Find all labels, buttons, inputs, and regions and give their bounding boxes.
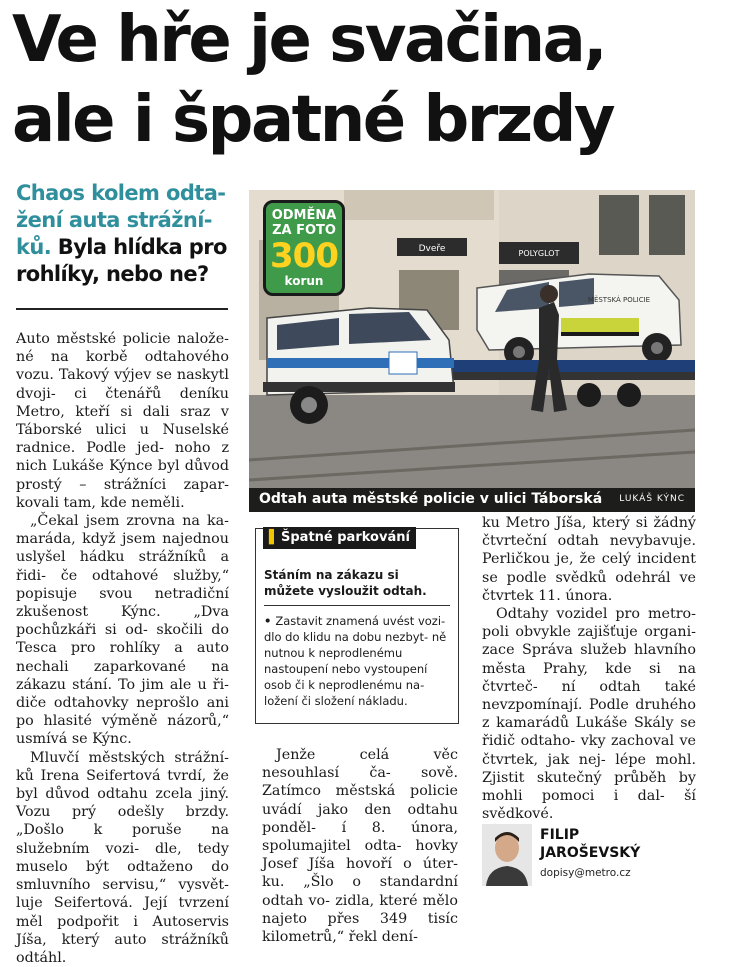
headline [12,0,724,160]
paragraph: Mluvčí městských strážní- ků Irena Seifertová tvrdí, že byl důvod odtahu zcela jiný. Vozu prý odešly brzdy. „Došlo k poruše na služebním vozi- dle, tedy muselo být odtaženo do smluvního servisu,“ vysvět- luje Seifertová. Její tvrzení měl podpořit i Autoservis Jíša, který auto strážníků odtáhl. [16,749,229,966]
photo-credit: LUKÁŠ KÝNC [619,494,685,504]
badge-line-2: ZA FOTO [272,223,336,238]
headline-line-2: ale i špatné brzdy [12,83,614,157]
subheadline-rest: Byla hlídka pro rohlíky, nebo ne? [16,235,227,286]
author-portrait-icon [482,824,532,886]
info-box-lead: Stáním na zákazu si můžete vysloužit odtah. [264,568,427,598]
bullet-icon: • [264,614,272,628]
tag-marker-icon: ▌ [269,530,279,545]
paragraph: „Čekal jsem zrovna na ka- maráda, když jsem najednou uslyšel hádku strážníků a řidi- če odtahové služby,“ popisuje svou netradiční zkušenost Kýnc. „Dva pochůzkáři si od- skočili do Tesca pro rohlíky a auto nechali zaparkované na zákazu stání. To jim ale u ři- diče odtahovky neprošlo ani po hlasité výměně názorů,“ usmívá se Kýnc. [16,513,229,748]
police-van-label: MĚSTSKÁ POLICIE [587,296,651,304]
news-photo [249,190,695,512]
photo-reward-badge [263,200,345,296]
info-box-divider [264,605,450,606]
author-photo [482,824,532,886]
badge-amount: 300 [270,236,338,276]
subheadline-rule [16,308,228,310]
paragraph: Odtahy vozidel pro metro- poli obvykle zajišťuje organi- zace Správa služeb hlavního města Prahy, kde si na čtvrteč- ní odtah také nevzpomínají. Podle druhého z kamarádů Lukáše Skály se řidič odtaho- vky zachoval ve čtvrtek, jak nej- lépe mohl. Zjistit skutečný průběh by mohli pomoci i dal- ší svědkové. [482,606,696,823]
author-first-name: FILIP [540,827,580,843]
photo-caption-bar [249,488,695,512]
photo-caption: Odtah auta městské policie v ulici Táborská [259,491,603,507]
info-box-tag [263,527,416,549]
article-column-2 [262,746,458,946]
author-byline [482,824,708,890]
subheadline-accent: Chaos kolem odta- žení auta strážní- ků. [16,181,226,259]
info-box [255,528,459,724]
paragraph: Jenže celá věc nesouhlasí ča- sově. Zatímco městská policie uvádí jako den odtahu ponděl- í 8. února, spolumajitel odta- hovky Josef Jíša hovoří o úter- ku. „Šlo o standardní odtah vo- zidla, které mělo najeto přes 349 tisíc kilometrů,“ řekl dení- [262,747,458,946]
paragraph: Auto městské policie nalože- né na korbě odtahového vozu. Takový výjev se naskytl dvoji- ci čtenářů deníku Metro, kteří si dali sraz v Táborské ulici u Nuselské radnice. Podle jed- noho z nich Lukáše Kýnce byl důvod prostý – strážníci zapar- kovali tam, kde neměli. [16,331,229,511]
badge-unit: korun [284,274,324,288]
headline-line-1: Ve hře je svačina, [12,3,606,77]
article-column-1 [16,330,229,967]
badge-line-1: ODMĚNA [271,208,337,223]
info-box-tag-label: Špatné parkování [281,530,410,545]
shop-sign-1: Dveře [418,244,446,254]
author-last-name: JAROŠEVSKÝ [540,845,641,861]
article-column-3 [482,514,696,823]
subheadline [16,180,231,288]
info-box-item [264,613,454,709]
paragraph: ku Metro Jíša, který si žádný čtvrteční odtah nevybavuje. Perličkou je, že celý incident se podle svědků odehrál ve čtvrtek 11. února. [482,515,696,604]
shop-sign-2: POLYGLOT [518,249,560,258]
info-box-item-text: Zastavit znamená uvést vozi- dlo do klidu na dobu nezbyt- ně nutnou k neprodlenému nastoupení nebo vystoupení osob či k neprodlenému na- ložení či složení nákladu. [264,614,447,708]
author-email: dopisy@metro.cz [540,867,631,879]
